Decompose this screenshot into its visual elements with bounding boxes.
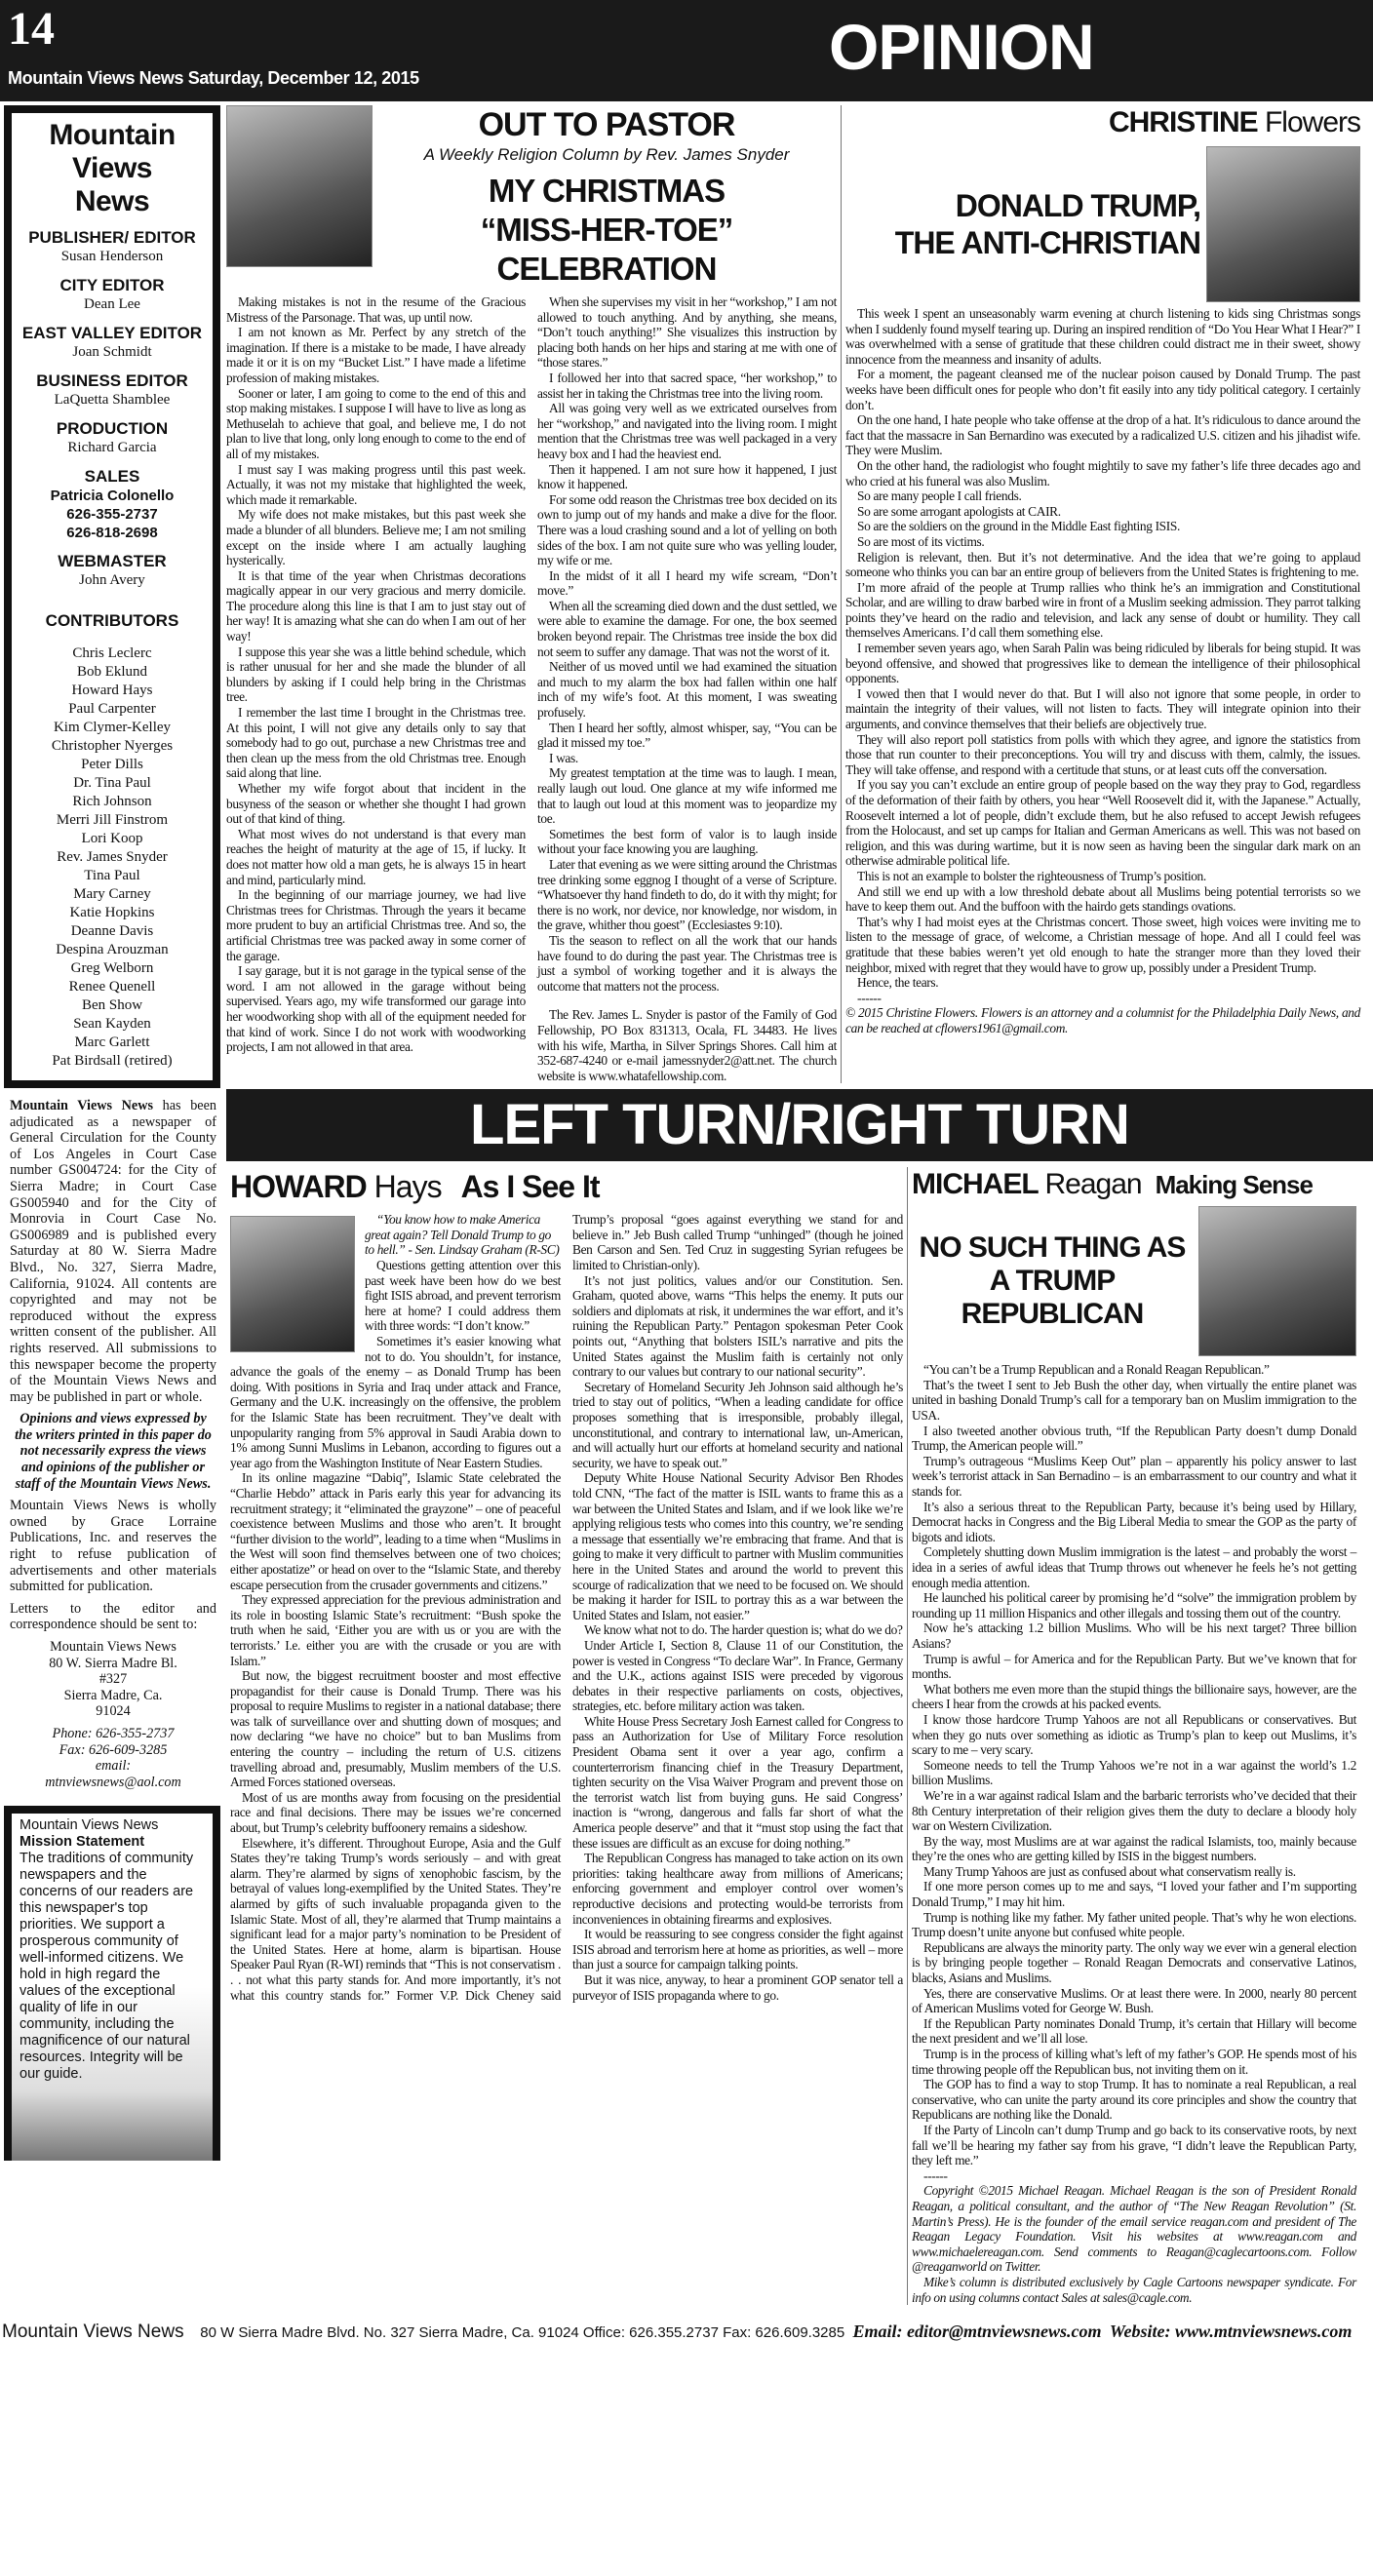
paragraph: So are the soldiers on the ground in the Middle East fighting ISIS. (857, 519, 1180, 534)
paragraph: If you say you can’t exclude an entire group of people based on the way they pray to God, regardless of the deformation of their faith by others, you hear “Well Roosevelt did it, with the Japanese.” Actually, Roosevelt interned a lot of people, didn’t exclude them, but he also refused to accept Jewish refugees from the Holocaust, and set up camps for Italian and German Americans as well. This was not based on religion, and this was during wartime, but it is now seen as having been the singular dark mark on an otherwise admirable political life. (845, 777, 1360, 869)
paragraph: This is not an example to bolster the righteousness of Trump’s position. (857, 868, 1206, 883)
article-header (226, 105, 837, 289)
line: Greg Welborn (70, 960, 154, 976)
paragraph: White House Press Secretary Josh Earnest called for Congress to pass an Authorization for Use of Military Force resolution President Obama sent it over a year ago, confirm a counterterrorism financing chief in the Treasury Department, tighten security on the Visa Waiver Program and prevent those on the terrorist watch list from buying guns. He said Congress’ inaction is “wrong, dangerous and falls far short of what the America people deserve” and that it “must stop using the fact that these issues are difficult as an excuse for doing nothing.” (572, 1713, 903, 1851)
paragraph: If one more person comes up to me and says, “I loved your father and I’m supporting Donald Trump,” I may hit him. (912, 1879, 1356, 1910)
paragraph: Religion is relevant, then. But it’s not determinative. And the idea that we’re going to applaud someone who thinks you can bar an entire group of believers from the United States is frightening to me. (845, 549, 1360, 580)
paragraph: Trump’s outrageous “Muslims Keep Out” plan – apparently his policy answer to last week’s terrorist attack in San Bernadino – is an embarrassment to our country and what it stands for. (912, 1453, 1356, 1500)
column-title: OUT TO PASTOR (478, 106, 735, 143)
paragraph: Elsewhere, it’s different. Throughout Europe, Asia and the Gulf States they’re taking Trump’s words seriously – and with great alarm. They’re alarmed by signs of xenophobic fascism, by the betrayal of values long-exemplified by the United States. They’re alarmed by gifts of such invaluable propaganda given to the Islamic State. Most of all, they’re alarmed that Trump maintains a significant lead for a major party’s nomination to be President of the United States. Here at home, alarm is bipartisan. House Speaker Paul Ryan (R-WI) reminds that “This is not conservatism . . . not what this party stands for. And more importantly, it’s not what this country stands for.” Former V.P. Dick Cheney said Trump’s proposal “goes against everything we stand for and believe in.” Jeb Bush called Trump “unhinged” (though he joined Ben Carson and Sen. Ted Cruz in suggesting Syrian refugees be limited to Christian-only). (230, 1212, 903, 2003)
paragraph: On the one hand, I hate people who take offense at the drop of a hat. It’s ridiculous to dance around the fact that the massacre in San Bernardino was executed by a radicalized U.S. citizen and his jihadist wife. They were Muslim. (845, 412, 1360, 458)
article-headline: NO SUCH THING AS A TRUMP REPUBLICAN (919, 1231, 1186, 1331)
legal-text: has been adjudicated as a newspaper of General Circulation for the County of Los Angeles in Court Case number GS004724: for the City of Sierra Madre; in Court Case GS005940 and for the City of Monrovia in Court Case No. GS006989 and is published every Saturday at 80 W. Sierra Madre Blvd., No. 327, Sierra Madre, California, 91024. All contents are copyrighted and may not be reproduced without the express written consent of the publisher. All rights reserved. All submissions to this newspaper become the property of the Mountain Views News and may be published in part or whole. (10, 1098, 216, 1405)
article-pastor (226, 105, 837, 1083)
paragraph: That’s the tweet I sent to Jeb Bush the other day, when virtually the entire planet was united in bashing Donald Trump’s call for a temporary ban on Muslim immigration to the USA. (912, 1377, 1356, 1424)
paragraph: Someone needs to tell the Trump Yahoos we’re not in a war against the world’s 1.2 billion Muslims. (912, 1757, 1356, 1788)
staff-phone: 626-818-2698 (66, 525, 158, 541)
last-name: Flowers (1264, 106, 1360, 138)
paragraph: It’s also a serious threat to the Republican Party, because it’s being used by Hillary, Democrat hacks in Congress and the Big Liberal Media to smear the GOP as the party of bigots and idiots. (912, 1499, 1356, 1544)
article-body-howard (230, 1212, 903, 2003)
line: Mountain Views News (50, 1639, 177, 1655)
line: Paul Carpenter (68, 701, 156, 717)
paragraph: Sometimes the best form of valor is to laugh inside without your face knowing you are laughing. (537, 826, 837, 857)
line: Marc Garlett (74, 1034, 150, 1050)
paragraph: Most of us are months away from focusing on the presidential race and final decisions. There may be issues we’re concerned about, but Trump’s celebrity buffoonery remains a sideshow. (230, 1789, 561, 1836)
paragraph: Deputy White House National Security Advisor Ben Rhodes told CNN, “The fact of the matter is ISIL wants to frame this as a war between the United States and Islam, and if we look like we’re applying religious tests who comes into this country, we’re sending a message that essentially we’re embracing that frame. And that is going to make it very difficult to partner with Muslim communities here in the United States and around the world to prevent this scourge of radicalization that we need to be focused on. We should be making it harder for ISIL to portray this as a war between the United States and Islam, not easier.” (572, 1470, 903, 1622)
article-header (845, 146, 1360, 302)
line: Merri Jill Finstrom (56, 812, 169, 828)
author-photo-howard-hays (230, 1216, 355, 1352)
staff-role: EAST VALLEY EDITOR (21, 324, 203, 342)
paragraph: Many Trump Yahoos are just as confused about what conservatism really is. (923, 1863, 1296, 1879)
paragraph: I suppose this year she was a little behind schedule, which is rather unusual for her and she made the blunder of all blunders by asking if I could help bring in the Christmas tree. (226, 644, 526, 705)
paragraph: Republicans are always the minority party. The only way we ever win a general election is by bringing people together – Ronald Reagan Democrats and conservative Latinos, blacks, Asians and Muslims. (912, 1939, 1356, 1986)
first-name: MICHAEL (912, 1168, 1039, 1201)
paragraph: Copyright ©2015 Michael Reagan. Michael Reagan is the son of President Ronald Reagan, a political consultant, and the author of “The New Reagan Revolution” (St. Martin’s Press). He is the founder of the email service reagan.com and president of The Reagan Legacy Foundation. Visit his websites at www.reagan.com and www.michaelereagan.com. Send comments to Reagan@caglecartoons.com. Follow @reaganworld on Twitter. (912, 2183, 1356, 2275)
staff-list (16, 228, 209, 590)
author-photo-michael-reagan (1198, 1206, 1356, 1356)
paragraph: Neither of us moved until we had examined the situation and much to my alarm the box had fallen within one half inch of my wife’s foot. At this moment, I was sweating profusely. (537, 659, 837, 721)
line: Mary Carney (73, 886, 151, 902)
line: Dr. Tina Paul (73, 775, 151, 791)
main-content (226, 105, 1373, 2305)
author-credit: © 2015 Christine Flowers. Flowers is an attorney and a columnist for the Philadelphia Daily News, and can be reached at cflowers1961@gmail.com. (845, 1005, 1360, 1035)
staff-name: Joan Schmidt (72, 344, 152, 360)
paragraph: Making mistakes is not in the resume of the Gracious Mistress of the Parsonage. That was, up until now. (226, 294, 526, 325)
mailing-address (10, 1639, 216, 1720)
line: Lori Koop (81, 831, 143, 846)
paragraph: I know those hardcore Trump Yahoos are not all Republicans or conservatives. But when they go nuts over something as idiotic as Trump’s plan to keep out Muslims, it’s scary to me – very scary. (912, 1711, 1356, 1758)
paragraph: It’s not just politics, values and/or our Constitution. Sen. Graham, quoted above, warns “This helps the enemy. It puts our soldiers and diplomats at risk, it undermines the war effort, and it’s ruining the Republican Party.” Pentagon spokesman Peter Cook points out, “Anything that bolsters ISIL’s narrative and pits the United States against the Muslim faith is certainly not only contrary to our values but contrary to our national security”. (572, 1272, 903, 1380)
article-titles (376, 105, 837, 289)
paragraph: I remember seven years ago, when Sarah Palin was being ridiculed by liberals for being stupid. It was beyond offensive, and showed that progressives like to demean the intelligence of their philosophical opponents. (845, 641, 1360, 686)
line: Views (71, 152, 152, 184)
contributors-label: CONTRIBUTORS (45, 611, 179, 630)
line: Katie Hopkins (69, 905, 155, 920)
paragraph: It is that time of the year when Christmas decorations magically appear in our very gracious and merry domicile. The procedure along this line is that I am to just stay out of her way! It is amazing what she can do when I am out of her way! (226, 567, 526, 644)
column-divider (841, 105, 842, 1083)
staff-role: WEBMASTER (58, 552, 167, 570)
columnist-name (230, 1167, 903, 1206)
first-name: HOWARD (230, 1169, 367, 1205)
line: Tina Paul (84, 868, 140, 883)
line: Deanne Davis (70, 923, 154, 939)
page-body (0, 105, 1373, 2305)
section-title: OPINION (829, 11, 1094, 83)
mission-text: The traditions of community newspapers and the concerns of our readers are this newspaper's top priorities. We support a prosperous community of well-informed citizens. We hold in high regard the values of the exceptional quality of life in our community, including the magnificence of our natural resources. Integrity will be our guide. (20, 1851, 194, 2083)
contributors-list (16, 644, 209, 1071)
letters-notice: Letters to the editor and correspondence should be sent to: (10, 1600, 216, 1633)
paragraph: Whether my wife forgot about that incident in the busyness of the season or whether she thought I had grown out of that kind of thing. (226, 781, 526, 827)
paragraph: Sometimes it’s easier knowing what not to do. You shouldn’t, for instance, advance the goals of the enemy – as Donald Trump has been doing. With positions in Syria and Iraq under attack and France, Germany and the U.K. increasingly on the offensive, the problem for the Islamic State has been recruitment. They’ve dealt with unpopularity ranging from 5% approval in Saudi Arabia down to 1% among Sunni Muslims in Lebanon, according to figures out a year ago from the Washington Institute of Near Eastern Studies. (230, 1334, 561, 1470)
staff-name: John Avery (79, 572, 145, 588)
paragraph: I followed her into that sacred space, “her workshop,” to assist her in taking the Christmas tree into the living room. (537, 370, 837, 401)
paragraph: The GOP has to find a way to stop Trump. It has to nominate a real Republican, a real conservative, who can unite the party around its core principles and show the country that Republicans are nothing like the Donald. (912, 2077, 1356, 2123)
paragraph: They will also report poll statistics from polls with which they agree, and ignore the statistics from those that run counter to their preconceptions. You will try and discuss with them, calmly, the issues. They will take offense, and respond with a certitude that stuns, or at least cuts off the conversation. (845, 731, 1360, 777)
article-body-christine (845, 306, 1360, 1036)
pull-quote: “You know how to make America great again? Tell Donald Trump to go to hell.” - Sen. Lindsay Graham (R-SC) (365, 1212, 560, 1258)
paragraph: The Republican Congress has managed to take action on its own priorities: taking healthcare away from millions of Americans; enforcing government and employer control over women’s reproductive decisions and protecting would-be terrorists from inconveniences in obtaining firearms and explosives. (572, 1851, 903, 1927)
paragraph: My wife does not make mistakes, but this past week she made a blunder of all blunders. Believe me; I am not smiling except on the inside where I am actually laughing hysterically. (226, 507, 526, 568)
paragraph: I also tweeted another obvious truth, “If the Republican Party doesn’t dump Donald Trump, the American people will.” (912, 1423, 1356, 1454)
paragraph: Later that evening as we were sitting around the Christmas tree drinking some eggnog I thought of a verse of Scripture. “Whatsoever thy hand findeth to do, do it with thy might; for there is no work, nor device, nor knowledge, nor wisdom, in the grave, whither thou goest” (Ecclesiastes 9:10). (537, 856, 837, 933)
paragraph: For a moment, the pageant cleansed me of the nuclear poison caused by Donald Trump. The past weeks have been difficult ones for people who don’t fit easily into any tidy political category. I certainly don’t. (845, 367, 1360, 412)
line: Peter Dills (81, 757, 143, 772)
article-body-pastor (226, 294, 837, 1083)
line: Bob Eklund (76, 664, 148, 680)
line: email: (95, 1758, 132, 1775)
column-title: As I See It (460, 1169, 600, 1205)
column-title: Making Sense (1155, 1170, 1313, 1200)
paragraph: Then it happened. I am not sure how it happened, I just know it happened. (537, 461, 837, 492)
line: Chris Leclerc (72, 645, 152, 661)
line: Howard Hays (71, 683, 153, 698)
author-photo-christine-flowers (1206, 146, 1360, 302)
paragraph: “You can’t be a Trump Republican and a Ronald Reagan Republican.” (923, 1362, 1270, 1378)
line: #327 (98, 1671, 128, 1688)
staff-name: Richard Garcia (67, 440, 157, 455)
staff-role: BUSINESS EDITOR (36, 371, 188, 390)
article-body-michael (912, 1362, 1356, 2305)
paragraph: In its online magazine “Dabiq”, Islamic State celebrated the “Charlie Hebdo” attack in Paris early this year for advancing its recruitment strategy; it “eliminated the grayzone” – one of peaceful coexistence between Muslims and those who aren’t. It brought “further division to the world”, leading to a time when “Muslims in the West will soon find themselves between one of two choices; either apostatize” or head on over to the “Islamic State, and thereby escape persecution from the crusader governments and citizens.” (230, 1470, 561, 1592)
mission-statement (4, 1806, 220, 2161)
mission-title: Mission Statement (20, 1834, 145, 1851)
last-name: Hays (373, 1169, 442, 1205)
footer-address: 80 W Sierra Madre Blvd. No. 327 Sierra Madre, Ca. 91024 Office: 626.355.2737 Fax: 626.609.3285 (200, 2324, 845, 2342)
masthead-box (4, 105, 220, 1088)
legal-lead: Mountain Views News (10, 1098, 153, 1113)
line: mtnviewsnews@aol.com (45, 1774, 181, 1790)
line: Sean Kayden (73, 1016, 151, 1032)
line: 80 W. Sierra Madre Bl. (49, 1655, 177, 1671)
paragraph: Then I heard her softly, almost whisper, say, “You can be glad it missed my toe.” (537, 720, 837, 751)
line: Christopher Nyerges (51, 738, 174, 754)
paragraph: They expressed appreciation for the previous administration and its role in boosting Islamic State’s recruitment: “Bush spoke the truth when he said, ‘Either you are with us or you are with the terrorists.’ I.e. either you are with the crusade or you are with Islam.” (230, 1592, 561, 1668)
line: “MISS-HER-TOE” CELEBRATION (480, 212, 733, 287)
paragraph: So are some arrogant apologists at CAIR. (857, 503, 1061, 519)
section-banner: LEFT TURN/RIGHT TURN (226, 1089, 1373, 1161)
staff-role: PRODUCTION (56, 419, 169, 438)
masthead-name (16, 119, 209, 218)
paragraph: And still we end up with a low threshold debate about all Muslims being potential terrorists so we have to keep them out. And the buffoon with the hairdo gets standings ovations. (845, 883, 1360, 915)
line: News (74, 185, 150, 217)
article-christine (845, 105, 1366, 1083)
paragraph: If the Party of Lincoln can’t dump Trump and go back to its conservative roots, by next fall we’ll be hearing my father say from his grave, “I didn’t leave the Republican Party, they left me.” (912, 2122, 1356, 2168)
article-howard (226, 1167, 903, 2305)
paragraph: Questions getting attention over this past week have been how do we best fight ISIS abroad, and prevent terrorism here at home? I could address them with three words: “I don’t know.” (365, 1258, 561, 1334)
staff-role: CITY EDITOR (59, 276, 165, 294)
paragraph: On the other hand, the radiologist who fought mightily to save my father’s life three decades ago and who cried at his funeral was also Muslim. (845, 457, 1360, 488)
paragraph: When she supervises my visit in her “workshop,” I am not allowed to touch anything. And by anything, she means, “Don’t touch anything!” She visualizes this instruction by placing both hands on her hips and staring at me with one of “those stares.” (537, 294, 837, 371)
paragraph: If the Republican Party nominates Donald Trump, it’s certain that Hillary will become the next president and we’ll all lose. (912, 2015, 1356, 2047)
paragraph: All was going very well as we extricated ourselves from her “workshop,” and navigated into the living room. I might mention that the Christmas tree was well packaged in a very heavy box and I had the heaviest end. (537, 401, 837, 461)
mission-paper-name: Mountain Views News (20, 1817, 159, 1834)
paragraph: It would be reassuring to see congress consider the fight against ISIS abroad and terrorism here at home as priorities, as well – more than just a source for campaign talking points. (572, 1927, 903, 1972)
footer-website[interactable]: Website: www.mtnviewsnews.com (1109, 2322, 1353, 2342)
line: Sierra Madre, Ca. (63, 1687, 163, 1703)
page-footer (0, 2313, 1373, 2353)
paragraph: I was. (549, 750, 578, 765)
paragraph: I’m more afraid of the people at Trump rallies who think he’s an immigration and Constitutional Scholar, and are willing to draw barbed wire in front of a Muslim seeking admission. They parrot talking points they’ve heard on the radio and television, and lack any sense of doubt or humility. They call themselves Americans. I’d call them something else. (845, 579, 1360, 641)
sidebar (0, 105, 222, 2161)
paragraph: ------ (857, 990, 882, 1005)
staff-name: Dean Lee (84, 296, 140, 312)
paragraph: This week I spent an unseasonably warm evening at church listening to kids sing Christmas songs when I suddenly found myself tearing up. During an inspired rendition of “Do You Hear What I Hear?” I was overwhelmed with a sense of gratitude that these children could distract me in their sweet, showy innocence from the meanness and insanity of adults. (845, 306, 1360, 367)
line: Kim Clymer-Kelley (53, 720, 172, 735)
paragraph: That’s why I had moist eyes at the Christmas concert. Those sweet, high voices were inviting me to listen to the message of grace, of welcome, a Christian message of hope. And all I could feel was gratitude that these babies weren’t yet old enough to hate the stranger more than they loved their neighbor, mixed with regret that they would have to grow up, possibly under a President Trump. (845, 914, 1360, 975)
line: Mountain (49, 119, 176, 151)
staff-name: LaQuetta Shamblee (54, 392, 171, 408)
paper-date: Mountain Views News Saturday, December 12, 2015 (8, 68, 419, 88)
line: MY CHRISTMAS (488, 173, 726, 209)
bottom-section (226, 1167, 1373, 2305)
paragraph: By the way, most Muslims are at war against the radical Islamists, too, mainly because they’re the ones who are getting killed by ISIS in the biggest numbers. (912, 1833, 1356, 1864)
paragraph: Under Article I, Section 8, Clause 11 of our Constitution, the power is vested in Congress “To declare War”. In France, Germany and the U.K., actions against ISIS were preceded by vigorous debates in their respective parliaments on costs, objectives, strategies, etc. before military action was taken. (572, 1637, 903, 1714)
line: 91024 (96, 1703, 131, 1720)
article-headline (895, 187, 1200, 261)
columnist-name (845, 105, 1360, 140)
staff-name: Patricia Colonello (50, 488, 175, 504)
opinions-notice: Opinions and views expressed by the writers printed in this paper do not necessarily express the views and opinions of the publisher or staff of the Mountain Views News. (15, 1411, 212, 1492)
line: Renee Quenell (68, 979, 156, 995)
paragraph: I am not known as Mr. Perfect by any stretch of the imagination. If there is a mistake to be made, I have already made it or it is on my “Bucket List.” I have made a lifetime profession of making mistakes. (226, 325, 526, 385)
staff-name: Susan Henderson (60, 249, 164, 264)
paragraph: I must say I was making progress until this past week. Actually, it was not my mistake that highlighted the week, which made it remarkable. (226, 461, 526, 507)
first-name: CHRISTINE (1108, 106, 1258, 138)
paragraph: Now he’s attacking 1.2 billion Muslims. Who will be his next target? Three billion Asians? (912, 1620, 1356, 1651)
staff-role: SALES (84, 467, 140, 486)
paragraph: In the midst of it all I heard my wife scream, “Don’t move.” (537, 567, 837, 599)
paragraph: Trump is awful – for America and for the Republican Party. But we’ve known that for months. (912, 1651, 1356, 1682)
paragraph: What bothers me even more than the stupid things the billionaire says, however, are the cheers I hear from the crowds at his packed events. (912, 1681, 1356, 1712)
staff-phone: 626-355-2737 (66, 506, 158, 523)
paragraph: But now, the biggest recruitment booster and most effective propagandist for their cause is Donald Trump. There was his proposal to require Muslims to register in a national database; there was talk of surveillance over and shutting down of mosques; and now declaring “we have no choice” but to ban Muslims from entering the country – including the return of U.S. citizens travelling abroad and, presumably, Muslim members of the U.S. Armed Forces stationed overseas. (230, 1668, 561, 1790)
paragraph: So are many people I call friends. (857, 488, 1022, 504)
line: DONALD TRUMP, (955, 188, 1200, 223)
paragraph: In the beginning of our marriage journey, we had live Christmas trees for Christmas. Through the years it became more prudent to buy an artificial Christmas tree. And so, the artificial Christmas tree was packed away in some corner of the garage. (226, 887, 526, 963)
author-bio: The Rev. James L. Snyder is pastor of the Family of God Fellowship, PO Box 831313, Ocala, FL 34483. He lives with his wife, Martha, in Silver Springs Shores. Call him at 352-687-4240 or e-mail jamessnyder2@att.net. The church website is www.whatafellowship.com. (537, 1007, 837, 1083)
ownership-notice: Mountain Views News is wholly owned by Grace Lorraine Publications, Inc. and reserves the right to refuse publication of advertisements and other materials submitted for publication. (10, 1498, 216, 1595)
paragraph: I remember the last time I brought in the Christmas tree. At this point, I will not give any details only to say that somebody had to go out, purchase a new Christmas tree and then clean up the mess from the old Christmas tree. Enough said along that line. (226, 705, 526, 781)
paragraph: Trump is in the process of killing what’s left of my father’s GOP. He spends most of his time throwing people off the Republican bus, not inviting them on it. (912, 2047, 1356, 2077)
article-header (912, 1206, 1356, 1356)
paragraph: So are most of its victims. (857, 533, 985, 549)
paragraph: Completely shutting down Muslim immigration is the latest – and probably the worst – idea in a series of awful ideas that Trump throws out whenever he feels he’s not getting enough media attention. (912, 1544, 1356, 1590)
paragraph: But it was nice, anyway, to hear a prominent GOP senator tell a purveyor of ISIS propaganda where to go. (572, 1971, 903, 2003)
footer-email[interactable]: Email: editor@mtnviewsnews.com (852, 2322, 1102, 2342)
paragraph: Mike’s column is distributed exclusively by Cagle Cartoons newspaper syndicate. For info on using columns contact Sales at sales@cagle.com. (912, 2274, 1356, 2305)
page-number: 14 (8, 3, 55, 55)
column-divider (907, 1167, 908, 2305)
article-michael (912, 1167, 1362, 2305)
author-photo-james-snyder (226, 105, 373, 267)
paragraph: When all the screaming died down and the dust settled, we were able to examine the damage. For one, the box seemed broken beyond repair. The Christmas tree inside the box did not seem to suffer any damage. That was not the worst of it. (537, 598, 838, 659)
paragraph: What most wives do not understand is that every man reaches the height of maturity at the age of 15, if lucky. It does not matter how old a man gets, he is always 15 in heart and mind, particularly mind. (226, 826, 526, 887)
page-header (0, 0, 1373, 101)
paragraph: Secretary of Homeland Security Jeh Johnson said although he’s tried to stay out of politics, “When a leading candidate for office proposes something that is irresponsible, probably illegal, unconstitutional, and contrary to international law, un-American, and will actually hurt our efforts at homeland security and national security, we have to speak out.” (572, 1379, 903, 1470)
paragraph: We’re in a war against radical Islam and the barbaric terrorists who’ve decided that their 8th Century interpretation of their religion gives them the duty to declare a bloody holy war on Western Civilization. (912, 1787, 1356, 1834)
footer-paper-name: Mountain Views News (2, 2322, 184, 2343)
staff-role: PUBLISHER/ EDITOR (28, 228, 196, 247)
line: Pat Birdsall (retired) (52, 1053, 173, 1069)
line: THE ANTI-CHRISTIAN (894, 225, 1200, 260)
paragraph: Sooner or later, I am going to come to the end of this and stop making mistakes. I suppose I will have to live as long as Methuselah to achieve that goal, and believe me, I do not plan to live that long, only long enough to come to the end of all of my mistakes. (226, 385, 526, 461)
line: Phone: 626-355-2737 (52, 1725, 175, 1741)
columnist-name (912, 1167, 1356, 1202)
paragraph: Yes, there are conservative Muslims. Or at least there were. In 2000, nearly 80 percent of American Muslims voted for George W. Bush. (912, 1985, 1356, 2016)
top-section (226, 105, 1373, 1083)
paragraph: I vowed then that I would never do that. But I will also not ignore that some people, in order to maintain the integrity of their values, will not listen to facts. They will integrate opinion into their arguments, and convince themselves that their beliefs are objectively true. (845, 685, 1360, 732)
legal-notice (10, 1098, 216, 1790)
line: Fax: 626-609-3285 (59, 1741, 168, 1758)
paragraph: He launched his political career by promising he’d “solve” the immigration problem by rounding up 11 million Hispanics and other illegals and tossing them out of the country. (912, 1590, 1356, 1620)
paragraph: We know what not to do. The harder question is; what do we do? (584, 1622, 903, 1638)
paragraph: I say garage, but it is not garage in the typical sense of the word. I am not allowed in the garage without being supervised. Years ago, my wife transformed our garage into her woodworking shop with all of the equipment needed for that kind of work. Since I do not work with woodworking projects, I am not allowed in that area. (226, 963, 526, 1055)
last-name: Reagan (1044, 1168, 1142, 1201)
contributors (16, 611, 209, 1071)
column-subtitle: A Weekly Religion Column by Rev. James Snyder (423, 145, 790, 164)
line: Rev. James Snyder (57, 849, 168, 865)
paragraph: For some odd reason the Christmas tree box decided on its own to jump out of my hands and make a dive for the floor. There was a loud crashing sound and a lot of yelling on both sides of the box. I am not quite sure who was yelling louder, my wife or me. (537, 491, 837, 568)
line: Rich Johnson (72, 794, 152, 809)
paragraph: Hence, the tears. (857, 975, 939, 991)
line: Ben Show (81, 997, 143, 1013)
author-credit (912, 2183, 1356, 2305)
contact-info (10, 1726, 216, 1790)
paragraph: My greatest temptation at the time was to laugh. I mean, really laugh out loud. One glance at my wife informed me that to laugh out loud at this moment was to jeopardize my toe. (537, 765, 837, 827)
paragraph: ------ (923, 2167, 948, 2183)
paragraph: Trump is nothing like my father. My father united people. That’s why he won elections. Trump doesn’t unite anyone but confused white people. (912, 1909, 1356, 1940)
line: Despina Arouzman (56, 942, 169, 957)
article-headline (376, 172, 837, 289)
paragraph: Tis the season to reflect on all the work that our hands have found to do during the past year. The Christmas tree is just a symbol of working together and it is always the outcome that matters not the process. (537, 932, 837, 994)
